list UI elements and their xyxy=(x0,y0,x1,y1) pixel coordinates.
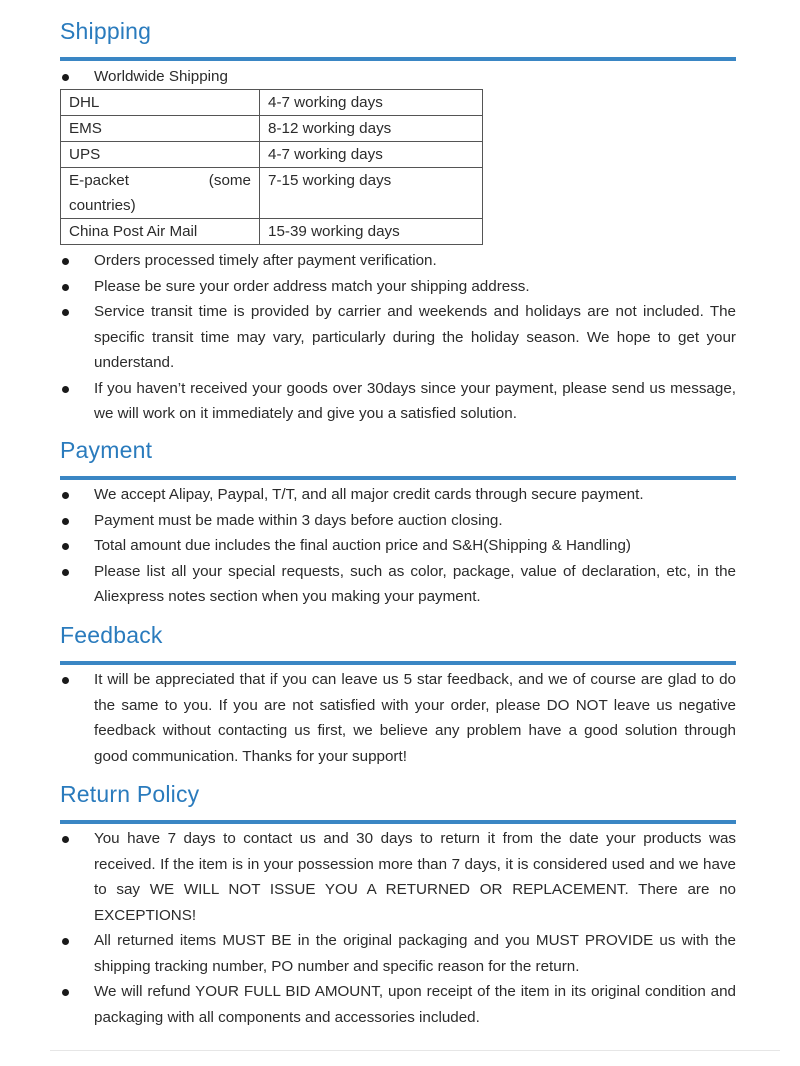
carrier-name-part: countries) xyxy=(69,197,136,214)
bullet-icon xyxy=(62,309,69,316)
carrier-cell: China Post Air Mail xyxy=(61,219,260,245)
payment-list xyxy=(60,482,736,610)
feedback-list xyxy=(60,667,736,769)
payment-heading: Payment xyxy=(60,437,153,463)
carrier-cell: UPS xyxy=(61,142,260,168)
shipping-intro-list xyxy=(60,64,736,90)
carrier-name-part: (some xyxy=(208,172,251,189)
transit-time-cell: 15-39 working days xyxy=(260,219,483,245)
list-item xyxy=(60,508,736,534)
list-item xyxy=(60,274,736,300)
list-item xyxy=(60,826,736,928)
table-row xyxy=(61,142,483,168)
transit-time-cell: 4-7 working days xyxy=(260,90,483,116)
return-policy-divider xyxy=(60,820,736,824)
list-item xyxy=(60,559,736,610)
bullet-icon xyxy=(62,677,69,684)
shipping-times-table xyxy=(60,89,483,245)
list-item xyxy=(60,533,736,559)
carrier-line xyxy=(69,168,259,193)
list-item-text: Payment must be made within 3 days before auction closing. xyxy=(94,511,503,529)
bullet-icon xyxy=(62,258,69,265)
payment-divider xyxy=(60,476,736,480)
feedback-heading: Feedback xyxy=(60,622,163,648)
feedback-divider xyxy=(60,661,736,665)
list-item xyxy=(60,64,736,90)
bullet-icon xyxy=(62,989,69,996)
list-item-text: Service transit time is provided by carrier and weekends and holidays are not included. The specific transit time may vary, particularly during the holiday season. We hope to get your understand. xyxy=(94,303,736,371)
bullet-icon xyxy=(62,938,69,945)
bullet-icon xyxy=(62,518,69,525)
shipping-divider xyxy=(60,57,736,61)
list-item-text: You have 7 days to contact us and 30 days to return it from the date your products was received. If the item is in your possession more than 7 days, it is considered used and we have to say WE WILL NOT ISSUE YOU A RETURNED OR REPLACEMENT. There are no EXCEPTIONS! xyxy=(94,830,736,924)
footer-divider xyxy=(50,1050,780,1051)
list-item-text: Orders processed timely after payment verification. xyxy=(94,252,437,269)
bullet-icon xyxy=(62,492,69,499)
list-item-text: Please be sure your order address match your shipping address. xyxy=(94,277,530,295)
transit-time-cell: 4-7 working days xyxy=(260,142,483,168)
list-item-text: If you haven’t received your goods over 30days since your payment, please send us message, we will work on it immediately and give you a satisfied solution. xyxy=(94,379,736,422)
list-item xyxy=(60,979,736,1030)
table-row xyxy=(61,90,483,116)
list-item-text: It will be appreciated that if you can leave us 5 star feedback, and we of course are glad to do the same to you. If you are not satisfied with your order, please DO NOT leave us negative feedback without contacting us first, we believe any problem have a good solution through good communication. Thanks for your support! xyxy=(94,671,736,765)
shipping-notes-list xyxy=(60,248,736,427)
carrier-cell: DHL xyxy=(61,90,260,116)
list-item-text: All returned items MUST BE in the original packaging and you MUST PROVIDE us with the shipping tracking number, PO number and specific reason for the return. xyxy=(94,932,736,975)
list-item xyxy=(60,376,736,427)
bullet-icon xyxy=(62,284,69,291)
shipping-heading: Shipping xyxy=(60,18,152,44)
carrier-cell xyxy=(61,168,260,219)
list-item xyxy=(60,928,736,979)
bullet-icon xyxy=(62,543,69,550)
table-row xyxy=(61,168,483,219)
list-item xyxy=(60,248,736,274)
return-policy-heading: Return Policy xyxy=(60,781,200,807)
carrier-name-part: E-packet xyxy=(69,172,129,189)
table-row xyxy=(61,116,483,142)
transit-time-cell: 7-15 working days xyxy=(260,168,483,219)
list-item-text: We will refund YOUR FULL BID AMOUNT, upon receipt of the item in its original condition and packaging with all components and accessories included. xyxy=(94,983,736,1026)
bullet-icon xyxy=(62,386,69,393)
bullet-icon xyxy=(62,836,69,843)
worldwide-shipping-label: Worldwide Shipping xyxy=(94,68,228,85)
return-policy-list xyxy=(60,826,736,1030)
list-item-text: Please list all your special requests, such as color, package, value of declaration, etc, in the Aliexpress notes section when you making your payment. xyxy=(94,562,736,605)
transit-time-cell: 8-12 working days xyxy=(260,116,483,142)
list-item xyxy=(60,667,736,769)
bullet-icon xyxy=(62,74,69,81)
bullet-icon xyxy=(62,569,69,576)
list-item xyxy=(60,299,736,376)
carrier-cell: EMS xyxy=(61,116,260,142)
list-item-text: Total amount due includes the final auction price and S&H(Shipping & Handling) xyxy=(94,537,631,554)
list-item xyxy=(60,482,736,508)
list-item-text: We accept Alipay, Paypal, T/T, and all major credit cards through secure payment. xyxy=(94,486,644,503)
table-row xyxy=(61,219,483,245)
